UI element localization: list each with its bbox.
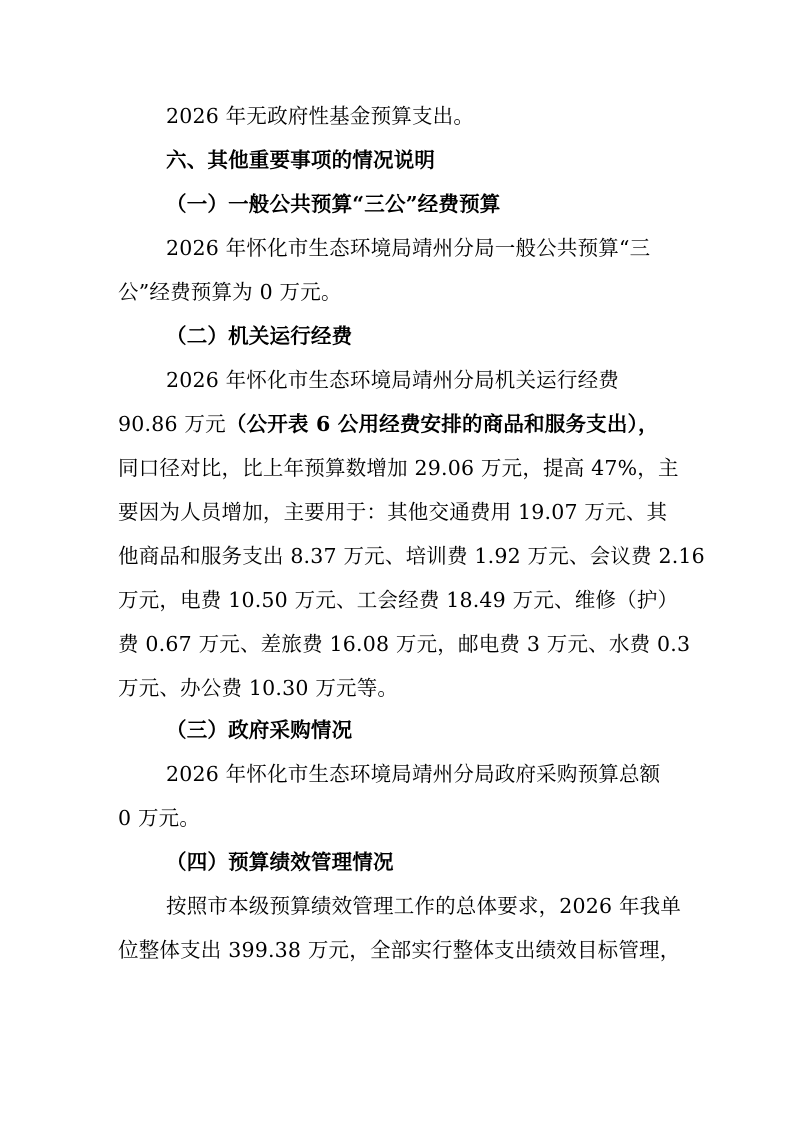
paragraph-line: 他商品和服务支出 8.37 万元、培训费 1.92 万元、会议费 2.16 [118,544,705,568]
bold-note: （公开表 6 公用经费安排的商品和服务支出）， [225,412,659,436]
paragraph-line: 2026 年怀化市生态环境局靖州分局政府采购预算总额 [166,762,661,786]
paragraph-line [118,412,659,436]
paragraph-line: 2026 年无政府性基金预算支出。 [166,104,475,128]
paragraph-line: 万元、办公费 10.30 万元等。 [118,676,399,700]
paragraph-line: 2026 年怀化市生态环境局靖州分局机关运行经费 [166,368,619,392]
section-heading: 六、其他重要事项的情况说明 [166,148,436,172]
subsection-heading: （三）政府采购情况 [166,718,353,742]
subsection-heading: （一）一般公共预算“三公”经费预算 [166,192,501,216]
subsection-heading: （二）机关运行经费 [166,324,353,348]
paragraph-line: 同口径对比，比上年预算数增加 29.06 万元，提高 47%，主 [118,456,679,480]
paragraph-line: 按照市本级预算绩效管理工作的总体要求，2026 年我单 [166,894,682,918]
paragraph-line: 0 万元。 [118,806,201,830]
paragraph-line: 要因为人员增加，主要用于：其他交通费用 19.07 万元、其 [118,500,668,524]
paragraph-line: 费 0.67 万元、差旅费 16.08 万元，邮电费 3 万元、水费 0.3 [118,632,691,656]
paragraph-line: 万元，电费 10.50 万元、工会经费 18.49 万元、维修（护） [118,588,679,612]
paragraph-line: 公”经费预算为 0 万元。 [118,280,342,304]
paragraph-line: 2026 年怀化市生态环境局靖州分局一般公共预算“三 [166,236,651,260]
subsection-heading: （四）预算绩效管理情况 [166,850,394,874]
amount-text: 90.86 万元 [118,412,226,436]
paragraph-line: 位整体支出 399.38 万元，全部实行整体支出绩效目标管理， [118,938,681,962]
